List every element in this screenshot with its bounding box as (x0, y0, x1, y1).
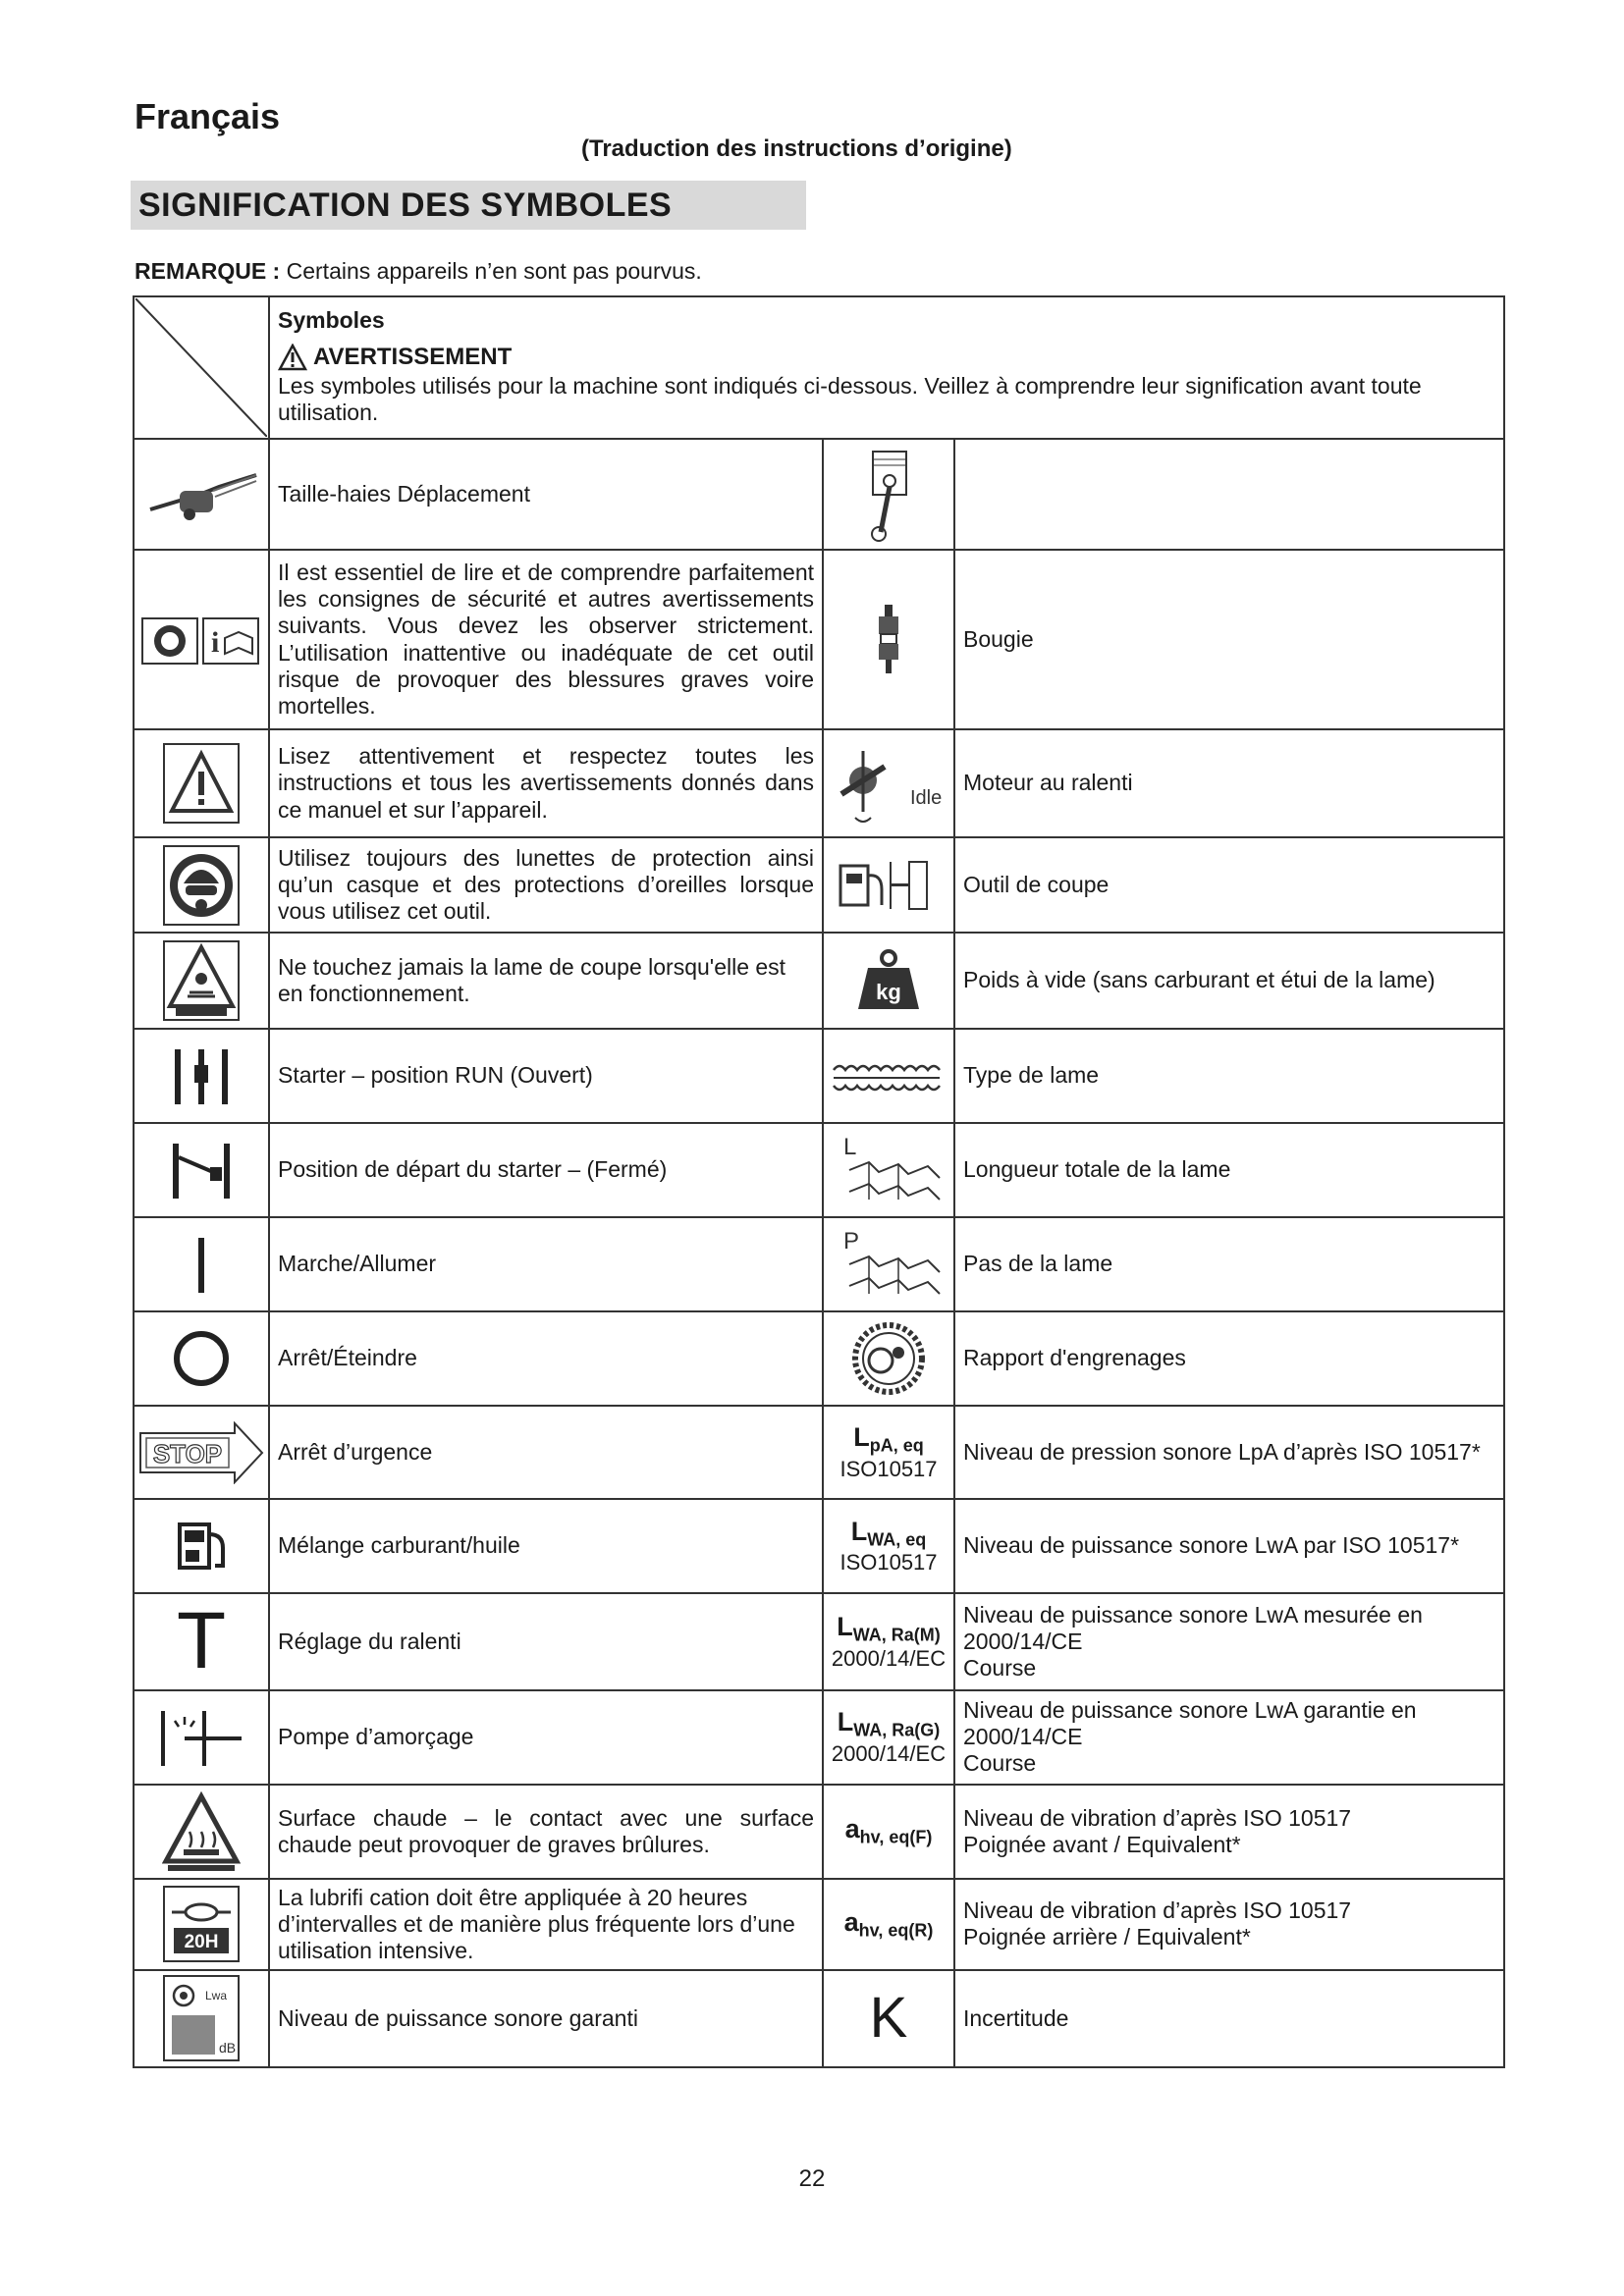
warning-heading (278, 344, 1495, 371)
header-text: Les symboles utilisés pour la machine sont indiqués ci-dessous. Veillez à comprendre leur signification avant toute utilisation. (278, 373, 1422, 426)
table-row (134, 1970, 1504, 2067)
primer-pump-icon (134, 1690, 269, 1785)
spark-plug-icon (823, 550, 954, 729)
table-row (134, 933, 1504, 1029)
symbol-main: a (844, 1814, 860, 1844)
symbol-standard: 2000/14/EC (831, 1741, 947, 1767)
diagonal-line-icon (135, 298, 267, 437)
symbol-description: Arrêt/Éteindre (269, 1311, 823, 1406)
page-number: 22 (798, 2165, 826, 2192)
symbol-description: Réglage du ralenti (269, 1593, 823, 1690)
symbol-description-extra: Course (963, 1654, 1037, 1681)
symbol-description: Il est essentiel de lire et de comprendre parfaitement les consignes de sécurité et autres avertissements suivants. Vous devez les observer strictement. L’utilisation inattentive ou inadéquate de cet outil risque de provoquer des blessures graves voire mortelles. (269, 550, 823, 729)
symbol-description: Niveau de vibration d’après ISO 10517 (963, 1897, 1352, 1924)
symbol-description (954, 439, 1504, 550)
length-label: L (843, 1134, 857, 1160)
symbol-sub: pA, eq (869, 1435, 924, 1456)
table-row (134, 1593, 1504, 1690)
uncertainty-symbol (823, 1970, 954, 2067)
symbol-description: Bougie (954, 550, 1504, 729)
symbol-sub: hv, eq(F) (859, 1827, 933, 1847)
symbol-description-cell (954, 1879, 1504, 1970)
symbol-main: K (869, 1986, 908, 2051)
power-on-icon (134, 1217, 269, 1311)
table-row (134, 550, 1504, 729)
symbol-description: Pas de la lame (954, 1217, 1504, 1311)
symbol-sub: WA, Ra(G) (853, 1720, 941, 1740)
symbol-description: Outil de coupe (954, 837, 1504, 933)
symbol-description: Arrêt d’urgence (269, 1406, 823, 1499)
blade-pitch-icon (823, 1217, 954, 1311)
symbol-description: Niveau de puissance sonore LwA par ISO 10517* (954, 1499, 1504, 1593)
symbol-description: Rapport d'engrenages (954, 1311, 1504, 1406)
weight-icon (823, 933, 954, 1029)
table-row (134, 1690, 1504, 1785)
lubrication-icon (134, 1879, 269, 1970)
symbol-description: Utilisez toujours des lunettes de protection ainsi qu’un casque et des protections d’oreilles lorsque vous utilisez cet outil. (269, 837, 823, 933)
kg-label: kg (876, 980, 901, 1004)
table-row (134, 1879, 1504, 1970)
stop-icon (134, 1406, 269, 1499)
symbol-description-extra: Course (963, 1750, 1037, 1777)
symbol-sub: WA, eq (867, 1529, 927, 1550)
sound-pressure-symbol (823, 1406, 954, 1499)
table-row (134, 1311, 1504, 1406)
symbol-description: Lisez attentivement et respectez toutes les instructions et tous les avertissements donnés dans ce manuel et sur l’appareil. (269, 729, 823, 837)
symbol-sub: WA, Ra(M) (852, 1625, 941, 1645)
blade-hazard-icon (134, 933, 269, 1029)
symbol-description: Niveau de puissance sonore garanti (269, 1970, 823, 2067)
symbol-description-cell (954, 1785, 1504, 1879)
engine-idle-icon (823, 729, 954, 837)
symbol-description: Marche/Allumer (269, 1217, 823, 1311)
symbol-main: L (837, 1611, 853, 1641)
symbol-description: Niveau de vibration d’après ISO 10517 (963, 1804, 1352, 1831)
pitch-label: P (843, 1228, 860, 1255)
remark-text: Certains appareils n’en sont pas pourvus. (280, 258, 702, 284)
cutting-tool-icon (823, 837, 954, 933)
table-row (134, 1123, 1504, 1217)
choke-closed-icon (134, 1123, 269, 1217)
symbol-main: L (853, 1422, 870, 1453)
power-off-icon (134, 1311, 269, 1406)
idle-adjust-icon (134, 1593, 269, 1690)
symbol-description-extra: Poignée avant / Equivalent* (963, 1831, 1241, 1857)
vibration-front-symbol (823, 1785, 954, 1879)
guaranteed-sound-icon (134, 1970, 269, 2067)
gear-ratio-icon (823, 1311, 954, 1406)
symbol-description: Niveau de puissance sonore LwA garantie en 2000/14/CE (963, 1697, 1417, 1750)
table-row (134, 837, 1504, 933)
diagonal-cell (134, 296, 269, 439)
read-manual-icon (134, 550, 269, 729)
symbol-description: Longueur totale de la lame (954, 1123, 1504, 1217)
piston-displacement-icon (823, 439, 954, 550)
symbol-description-extra: Poignée arrière / Equivalent* (963, 1924, 1251, 1950)
symbol-standard: ISO10517 (839, 1456, 938, 1481)
vibration-rear-symbol (823, 1879, 954, 1970)
table-row (134, 1217, 1504, 1311)
symbol-description: Taille-haies Déplacement (269, 439, 823, 550)
symbol-description: Niveau de pression sonore LpA d’après ISO 10517* (954, 1406, 1504, 1499)
symbol-description: La lubrifi cation doit être appliquée à 20 heures d’intervalles et de manière plus fréquente lors d’une utilisation intensive. (269, 1879, 823, 1970)
warning-manual-icon (134, 729, 269, 837)
blade-length-icon (823, 1123, 954, 1217)
symbol-description: Surface chaude – le contact avec une surface chaude peut provoquer de graves brûlures. (269, 1785, 823, 1879)
table-row (134, 1785, 1504, 1879)
symbol-main: a (843, 1906, 859, 1937)
symbol-description: Pompe d’amorçage (269, 1690, 823, 1785)
blade-type-icon (823, 1029, 954, 1123)
symbol-standard: 2000/14/EC (831, 1645, 947, 1671)
protective-gear-icon (134, 837, 269, 933)
warning-triangle-icon (278, 344, 307, 371)
symbol-description: Incertitude (954, 1970, 1504, 2067)
language-heading: Français (135, 96, 281, 136)
table-row (134, 729, 1504, 837)
hot-surface-icon (134, 1785, 269, 1879)
hedge-trimmer-icon (134, 439, 269, 550)
symbol-description: Niveau de puissance sonore LwA mesurée en 2000/14/CE (963, 1601, 1423, 1654)
sound-power-symbol (823, 1499, 954, 1593)
symbol-description: Starter – position RUN (Ouvert) (269, 1029, 823, 1123)
symbol-description: Position de départ du starter – (Fermé) (269, 1123, 823, 1217)
table-row (134, 439, 1504, 550)
idle-label: Idle (910, 787, 943, 809)
idle-adjust-symbol: T (176, 1596, 227, 1685)
symbol-main: L (850, 1516, 868, 1546)
stop-label: STOP (152, 1438, 223, 1468)
symbol-main: L (837, 1707, 854, 1737)
symbols-title: Symboles (278, 306, 385, 333)
choke-open-icon (134, 1029, 269, 1123)
symbol-standard: ISO10517 (839, 1550, 938, 1575)
table-row (134, 1499, 1504, 1593)
lubrication-label: 20H (184, 1932, 219, 1953)
symbols-table (133, 295, 1505, 2068)
measured-sound-power-symbol (823, 1593, 954, 1690)
table-header-row (134, 296, 1504, 439)
section-title: SIGNIFICATION DES SYMBOLES (138, 187, 673, 224)
symbol-sub: hv, eq(R) (858, 1920, 934, 1941)
table-row (134, 1029, 1504, 1123)
lwa-label: Lwa (205, 1989, 228, 2003)
table-row (134, 1406, 1504, 1499)
symbol-description-cell (954, 1593, 1504, 1690)
symbol-description: Type de lame (954, 1029, 1504, 1123)
remark-label: REMARQUE : (135, 258, 281, 284)
svg-text:i: i (211, 625, 220, 659)
table-header-cell (269, 296, 1504, 439)
symbol-description: Moteur au ralenti (954, 729, 1504, 837)
remark (135, 258, 702, 285)
symbol-description: Poids à vide (sans carburant et étui de la lame) (954, 933, 1504, 1029)
guaranteed-sound-power-symbol (823, 1690, 954, 1785)
symbol-description: Mélange carburant/huile (269, 1499, 823, 1593)
warning-label: AVERTISSEMENT (313, 343, 513, 370)
db-label: dB (219, 2040, 237, 2056)
symbol-description: Ne touchez jamais la lame de coupe lorsqu'elle est en fonctionnement. (269, 933, 823, 1029)
subtitle: (Traduction des instructions d’origine) (581, 135, 1012, 162)
fuel-oil-mix-icon (134, 1499, 269, 1593)
symbol-description-cell (954, 1690, 1504, 1785)
